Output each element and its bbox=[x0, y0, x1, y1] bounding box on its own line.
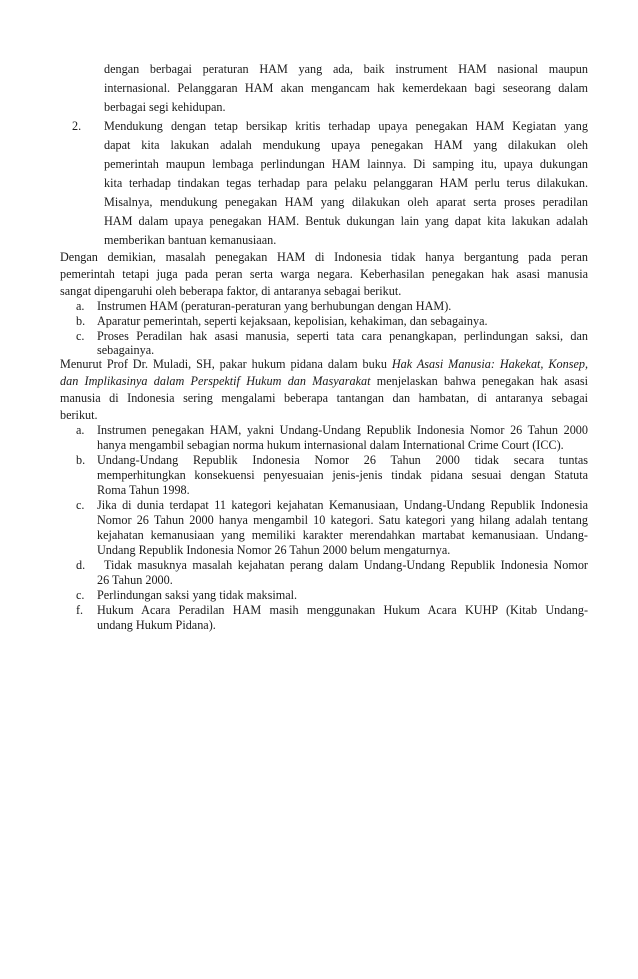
paragraph-line: Dengan demikian, masalah penegakan HAM di Indonesia tidak hanya bergantung pada peran bbox=[60, 250, 588, 264]
block1-line: berbagai segi kehidupan. bbox=[104, 100, 226, 114]
block1-line: internasional. Pelanggaran HAM akan mengancam hak kemerdekaan bagi seseorang dalam bbox=[104, 81, 588, 95]
list-marker: b. bbox=[76, 314, 86, 328]
list-item-line: Undang Republik Indonesia Nomor 26 Tahun 2000 belum mengaturnya. bbox=[97, 543, 451, 557]
item2-line: pemerintah maupun lembaga perlindungan HAM lainnya. Di samping itu, upaya dukungan bbox=[104, 157, 588, 171]
paragraph-line bbox=[60, 357, 588, 371]
list-item-line: Aparatur pemerintah, seperti kejaksaan, kepolisian, kehakiman, dan sebagainya. bbox=[97, 314, 488, 328]
list-item-line: 26 Tahun 2000. bbox=[97, 573, 173, 587]
list-item-line: undang Hukum Pidana). bbox=[97, 618, 216, 632]
paragraph-line: sangat dipengaruhi oleh beberapa faktor, di antaranya sebagai berikut. bbox=[60, 284, 402, 298]
list-marker: c. bbox=[76, 588, 85, 602]
item2-line: Misalnya, mendukung penegakan HAM yang dilakukan oleh aparat serta proses peradilan bbox=[104, 195, 588, 209]
paragraph-line: manusia di Indonesia sering mengalami beberapa tantangan dan hambatan, di antaranya sebagai bbox=[60, 391, 588, 405]
list-item-line: Undang-Undang Republik Indonesia Nomor 26 Tahun 2000 tidak secara tuntas bbox=[97, 453, 588, 467]
list-item-line: hanya mengambil sebagian norma hukum internasional dalam International Crime Court (ICC). bbox=[97, 438, 564, 452]
list-item-line: Hukum Acara Peradilan HAM masih menggunakan Hukum Acara KUHP (Kitab Undang- bbox=[97, 603, 588, 617]
list-marker: b. bbox=[76, 453, 86, 467]
paragraph-line: berikut. bbox=[60, 408, 98, 422]
list-marker: a. bbox=[76, 423, 85, 437]
list-marker: f. bbox=[76, 603, 84, 617]
list-item-line: kejahatan kemanusiaan yang memiliki karakter merendahkan martabat kemanusiaan. Undang- bbox=[97, 528, 588, 542]
paragraph-text: Menurut Prof Dr. Muladi, SH, pakar hukum pidana dalam buku bbox=[60, 357, 392, 371]
book-title: dan Implikasinya dalam Perspektif Hukum dan Masyarakat bbox=[60, 374, 371, 388]
item2-number: 2. bbox=[72, 119, 82, 133]
list-item-line: Perlindungan saksi yang tidak maksimal. bbox=[97, 588, 298, 602]
book-title: Hak Asasi Manusia: Hakekat, Konsep, bbox=[391, 357, 588, 371]
list-item-line: Proses Peradilan hak asasi manusia, seperti tata cara penangkapan, perlindungan saksi, dan bbox=[97, 329, 588, 343]
item2-line: dapat kita lakukan adalah mendukung upaya penegakan HAM yang dilakukan oleh bbox=[104, 138, 588, 152]
list-item-line: Instrumen HAM (peraturan-peraturan yang berhubungan dengan HAM). bbox=[97, 299, 452, 313]
list-marker: c. bbox=[76, 498, 85, 512]
item2-line: Mendukung dengan tetap bersikap kritis terhadap upaya penegakan HAM Kegiatan yang bbox=[104, 119, 588, 133]
item2-line: HAM dalam upaya penegakan HAM. Bentuk dukungan lain yang dapat kita lakukan adalah bbox=[104, 214, 588, 228]
item2-line: kita terhadap tindakan tegas terhadap para pelaku pelanggaran HAM perlu terus dilakukan. bbox=[104, 176, 588, 190]
list-marker: d. bbox=[76, 558, 86, 572]
item2-line: memberikan bantuan kemanusiaan. bbox=[104, 233, 277, 247]
paragraph-line: pemerintah tetapi juga pada peran serta warga negara. Keberhasilan penegakan hak asasi manusia bbox=[60, 267, 588, 281]
list-item-line: Instrumen penegakan HAM, yakni Undang-Undang Republik Indonesia Nomor 26 Tahun 2000 bbox=[97, 423, 588, 437]
paragraph-line bbox=[60, 374, 588, 388]
list-marker: a. bbox=[76, 299, 85, 313]
list-item-line: Tidak masuknya masalah kejahatan perang dalam Undang-Undang Republik Indonesia Nomor bbox=[104, 558, 588, 572]
list-item-line: sebagainya. bbox=[97, 343, 155, 357]
list-marker: c. bbox=[76, 329, 85, 343]
paragraph-text: menjelaskan bahwa penegakan hak asasi bbox=[370, 374, 588, 388]
list-item-line: memperhitungkan konsekuensi penyesuaian jenis-jenis tindak pidana sesuai dengan Statuta bbox=[97, 468, 588, 482]
list-item-line: Nomor 26 Tahun 2000 hanya mengambil 10 kategori. Satu kategori yang hilang adalah tentang bbox=[97, 513, 588, 527]
list-item-line: Roma Tahun 1998. bbox=[97, 483, 190, 497]
block1-line: dengan berbagai peraturan HAM yang ada, baik instrument HAM nasional maupun bbox=[104, 62, 588, 76]
list-item-line: Jika di dunia terdapat 11 kategori kejahatan Kemanusiaan, Undang-Undang Republik Indonesia bbox=[97, 498, 588, 512]
